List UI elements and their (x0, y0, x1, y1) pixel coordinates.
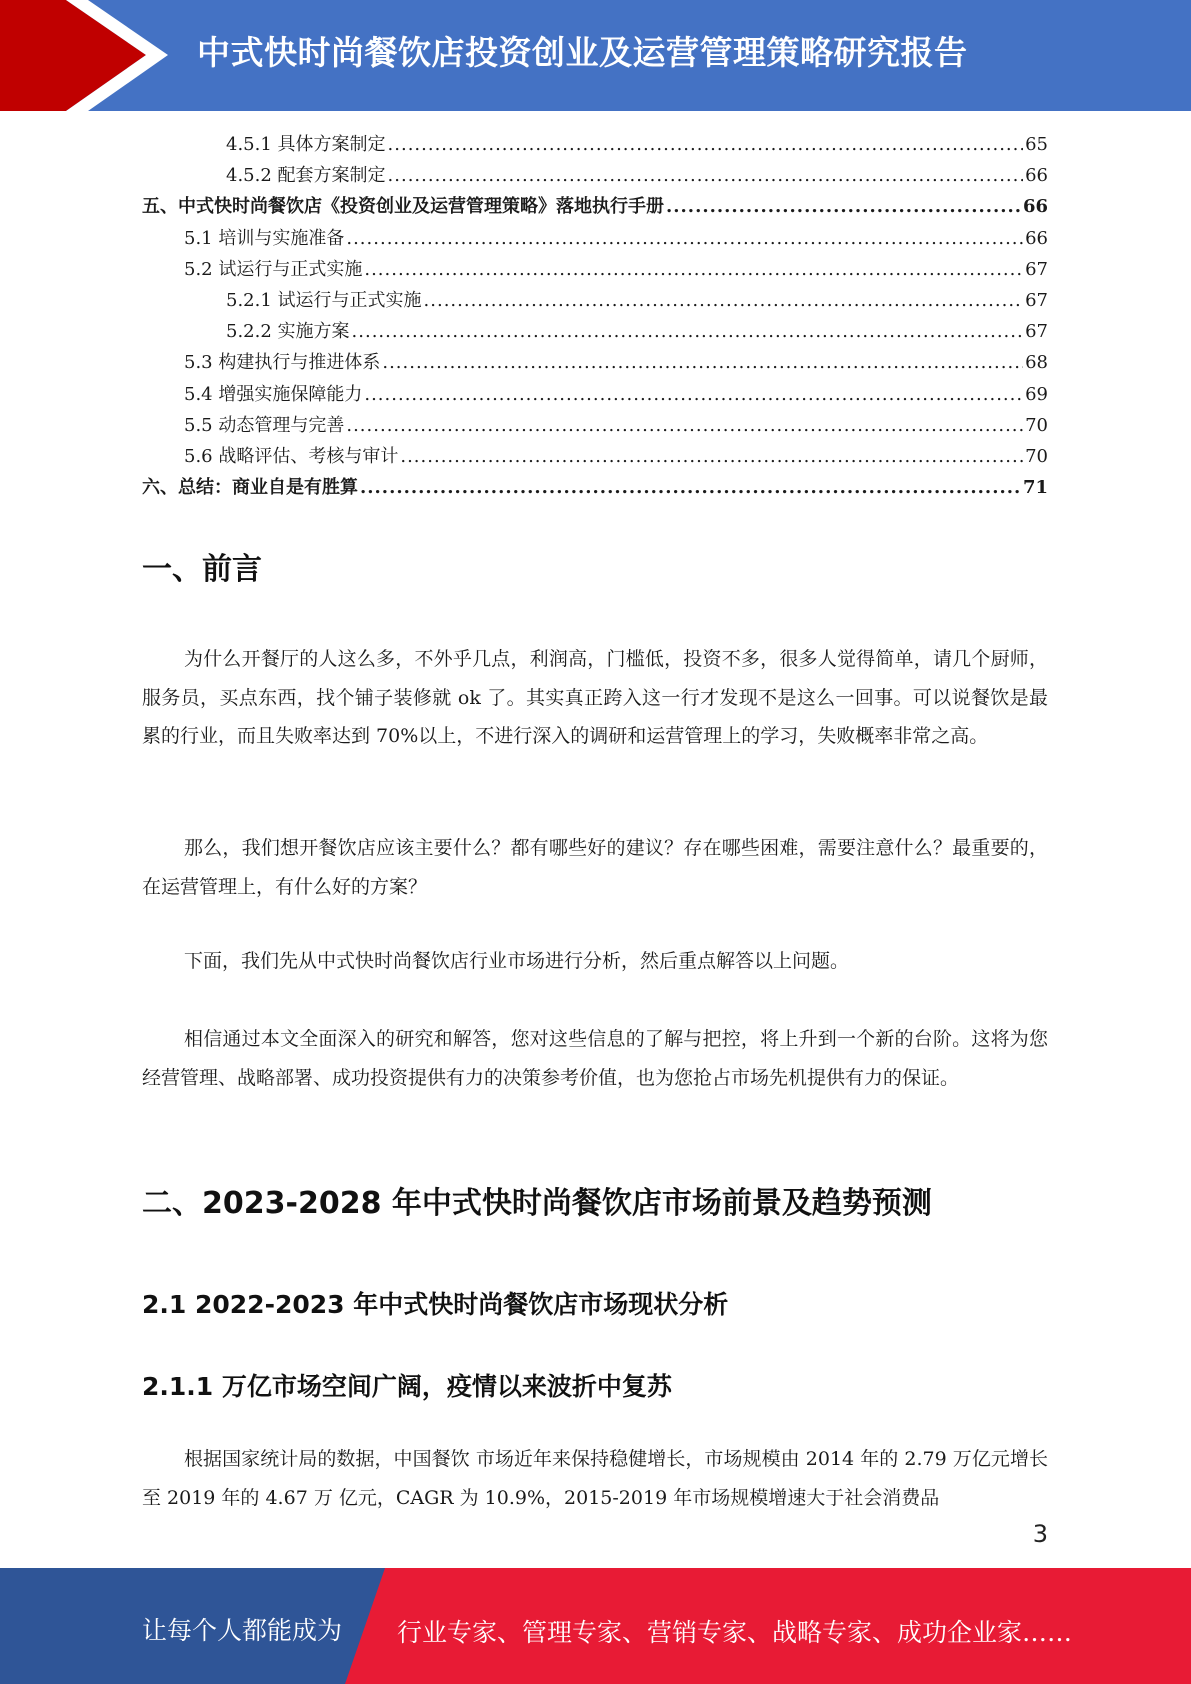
toc-leader-dots (382, 352, 1023, 373)
toc-leader-dots (666, 196, 1021, 217)
toc-entry-title: 4.5.2 配套方案制定 (226, 165, 386, 187)
toc-entry[interactable] (142, 286, 1048, 317)
footer-slogan-right: 行业专家、管理专家、营销专家、战略专家、成功企业家…… (397, 1618, 1073, 1647)
toc-leader-dots (346, 228, 1023, 249)
toc-entry-page: 70 (1025, 414, 1048, 436)
toc-leader-dots (400, 446, 1023, 467)
toc-entry-page: 65 (1025, 134, 1048, 155)
section-heading-market-outlook: 二、2023-2028 年中式快时尚餐饮店市场前景及趋势预测 (142, 1186, 932, 1221)
subsubsection-heading: 2.1.1 万亿市场空间广阔，疫情以来波折中复苏 (142, 1372, 672, 1401)
body-paragraph: 那么，我们想开餐饮店应该主要什么？都有哪些好的建议？存在哪些困难，需要注意什么？最重要的，在运营管理上，有什么好的方案？ (142, 837, 1048, 898)
toc-entry[interactable] (142, 380, 1048, 411)
toc-entry-page: 66 (1025, 227, 1048, 249)
toc-entry-title: 5.2.2 实施方案 (226, 321, 350, 343)
body-paragraph: 下面，我们先从中式快时尚餐饮店行业市场进行分析，然后重点解答以上问题。 (184, 950, 850, 972)
toc-entry-title: 5.3 构建执行与推进体系 (184, 352, 381, 374)
body-paragraph: 为什么开餐厅的人这么多，不外乎几点，利润高，门槛低，投资不多，很多人觉得简单，请几个厨师，服务员，买点东西，找个铺子装修就 ok 了。其实真正跨入这一行才发现不是这么一回事。可以说餐饮是最累的行业，而且失败率达到 70%以上，不进行深入的调研和运营管理上的学习，失败概率非常之高。 (142, 648, 1048, 747)
footer-slogan-left: 让每个人都能成为 (142, 1616, 343, 1645)
toc-entry-title: 5.6 战略评估、考核与审计 (184, 445, 399, 467)
toc-entry[interactable] (142, 317, 1048, 348)
toc-entry[interactable] (142, 442, 1048, 473)
table-of-contents (142, 130, 1048, 504)
toc-entry-page: 71 (1022, 477, 1048, 499)
page-footer-banner (0, 1568, 1191, 1684)
toc-entry[interactable] (142, 161, 1048, 192)
toc-entry-title: 五、中式快时尚餐饮店《投资创业及运营管理策略》落地执行手册 (142, 196, 664, 218)
toc-leader-dots (352, 321, 1024, 342)
body-paragraph: 相信通过本文全面深入的研究和解答，您对这些信息的了解与把控，将上升到一个新的台阶。这将为您经营管理、战略部署、成功投资提供有力的决策参考价值，也为您抢占市场先机提供有力的保证。 (142, 1028, 1048, 1089)
page-header-banner (0, 0, 1191, 111)
toc-entry[interactable] (142, 192, 1048, 223)
toc-entry-title: 5.2.1 试运行与正式实施 (226, 289, 422, 311)
toc-leader-dots (364, 259, 1023, 280)
toc-entry[interactable] (142, 130, 1048, 161)
toc-entry-page: 67 (1025, 289, 1048, 311)
toc-entry-page: 70 (1025, 445, 1048, 467)
toc-entry-page: 67 (1025, 321, 1048, 343)
page-number: 3 (1032, 1520, 1048, 1548)
toc-entry-title: 5.4 增强实施保障能力 (184, 383, 363, 405)
toc-leader-dots (364, 384, 1023, 405)
toc-entry-title: 5.1 培训与实施准备 (184, 227, 345, 249)
toc-entry-title: 4.5.1 具体方案制定 (226, 134, 386, 155)
body-paragraph: 根据国家统计局的数据，中国餐饮 市场近年来保持稳健增长，市场规模由 2014 年的 2.79 万亿元增长至 2019 年的 4.67 万 亿元，CAGR 为 10.9%，2015-2019 年市场规模增速大于社会消费品 (142, 1448, 1048, 1509)
toc-entry-page: 68 (1025, 352, 1048, 374)
toc-leader-dots (346, 415, 1023, 436)
subsection-heading: 2.1 2022-2023 年中式快时尚餐饮店市场现状分析 (142, 1290, 729, 1319)
toc-entry-page: 67 (1025, 258, 1048, 280)
toc-entry[interactable] (142, 255, 1048, 286)
toc-entry[interactable] (142, 411, 1048, 442)
toc-entry-page: 66 (1025, 165, 1048, 187)
toc-entry-title: 5.5 动态管理与完善 (184, 414, 345, 436)
toc-entry-title: 六、总结：商业自是有胜算 (142, 477, 358, 499)
toc-entry-title: 5.2 试运行与正式实施 (184, 258, 363, 280)
toc-leader-dots (388, 134, 1024, 155)
report-title: 中式快时尚餐饮店投资创业及运营管理策略研究报告 (197, 33, 968, 72)
toc-entry[interactable] (142, 348, 1048, 379)
toc-leader-dots (424, 290, 1024, 311)
toc-entry-page: 66 (1022, 196, 1048, 218)
section-heading-preface: 一、前言 (142, 552, 262, 587)
toc-entry[interactable] (142, 473, 1048, 504)
toc-entry[interactable] (142, 224, 1048, 255)
toc-leader-dots (388, 165, 1024, 186)
toc-leader-dots (360, 477, 1021, 498)
toc-entry-page: 69 (1025, 383, 1048, 405)
